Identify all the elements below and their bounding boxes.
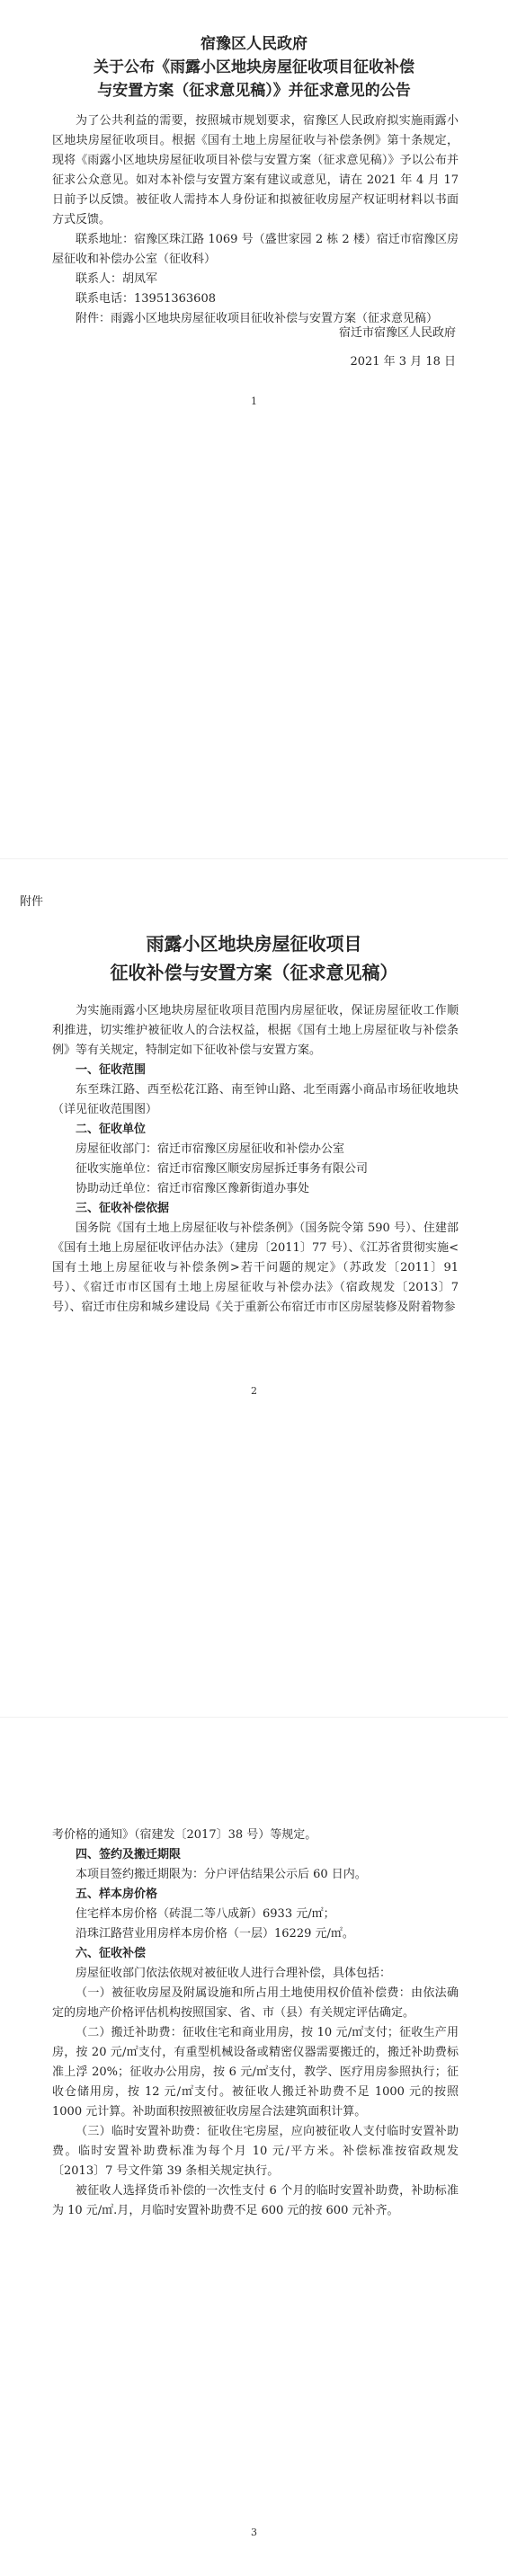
section-heading: 四、签约及搬迁期限 <box>76 1848 182 1861</box>
section-text: 征收实施单位：宿迁市宿豫区顺安房屋拆迁事务有限公司 <box>76 1162 369 1176</box>
contact-person: 联系人：胡凤军 <box>76 272 158 286</box>
contact-phone: 联系电话：13951363608 <box>76 292 216 306</box>
title-line: 雨露小区地块房屋征收项目 <box>146 933 362 955</box>
issue-date: 2021 年 3 月 18 日 <box>350 355 456 369</box>
section-text: 房屋征收部门依法依规对被征收人进行合理补偿，具体包括： <box>76 1967 392 1980</box>
section-text: 考价格的通知》（宿建发〔2017〕38 号）等规定。 <box>52 1828 317 1842</box>
title-line: 征收补偿与安置方案（征求意见稿） <box>110 962 398 983</box>
section-text: （三）临时安置补助费：征收住宅房屋，应向被征收人支付临时安置补助费。临时安置补助费标准为每个月 10 元/平方米。补偿标准按宿政规发〔2013〕7 号文件第 39 条相关规定执行。 <box>52 2125 459 2178</box>
page-2 <box>0 858 508 1717</box>
signer: 宿迁市宿豫区人民政府 <box>338 326 456 340</box>
section-heading: 二、征收单位 <box>76 1123 147 1136</box>
page-1 <box>0 0 508 858</box>
section-text: 国务院《国有土地上房屋征收与补偿条例》（国务院令第 590 号）、住建部《国有土地上房屋征收评估办法》（建房〔2011〕77 号）、《江苏省贯彻实施<国有土地上房屋征收与补偿条例>若干问题的规定》（苏政发〔2011〕91 号）、《宿迁市市区国有土地上房屋征收与补偿办法》（宿政规发〔2013〕7 号）、宿迁市住房和城乡建设局《关于重新公布宿迁市市区房屋装修及附着物参 <box>52 1221 459 1314</box>
body-paragraph: 为了公共利益的需要，按照城市规划要求，宿豫区人民政府拟实施雨露小区地块房屋征收项目。根据《国有土地上房屋征收与补偿条例》第十条规定，现将《雨露小区地块房屋征收项目补偿与安置方案（征求意见稿）》予以公布并征求公众意见。如对本补偿与安置方案有建议或意见，请在 2021 年 4 月 17 日前予以反馈。被征收人需持本人身份证和拟被征收房屋产权证明材料以书面方式反馈。 <box>52 114 459 227</box>
section-text: 东至珠江路、西至松花江路、南至钟山路、北至雨露小商品市场征收地块（详见征收范围图） <box>52 1083 459 1116</box>
attachment-line: 附件：雨露小区地块房屋征收项目征收补偿与安置方案（征求意见稿） <box>76 312 439 325</box>
signature-block <box>339 324 456 372</box>
section-text: 本项目签约搬迁期限为：分户评估结果公示后 60 日内。 <box>76 1868 367 1881</box>
announcement-title <box>0 32 508 102</box>
section-text: 沿珠江路营业用房样本房价格（一层）16229 元/㎡。 <box>76 1927 354 1941</box>
page-number: 1 <box>251 395 257 407</box>
section-text: 协助动迁单位：宿迁市宿豫区豫新街道办事处 <box>76 1182 310 1195</box>
title-line: 关于公布《雨露小区地块房屋征收项目征收补偿 <box>94 58 414 76</box>
section-heading: 六、征收补偿 <box>76 1947 147 1960</box>
section-heading: 五、样本房价格 <box>76 1888 158 1901</box>
section-heading: 一、征收范围 <box>76 1063 147 1077</box>
page-number: 3 <box>251 2527 257 2538</box>
section-text: （二）搬迁补助费：征收住宅和商业用房，按 10 元/㎡支付；征收生产用房，按 20 元/㎡支付，有重型机械设备或精密仪器需要搬迁的，搬迁补助费标准上浮 20%；征收办公用房，按 6 元/㎡支付，教学、医疗用房参照执行；征收仓储用房，按 12 元/㎡支付。被征收人搬迁补助费不足 1000 元的按照 1000 元计算。补助面积按照被征收房屋合法建筑面积计算。 <box>52 2026 459 2119</box>
plan-body-continued <box>52 1825 459 2221</box>
page-number: 2 <box>251 1385 257 1397</box>
section-text: 住宅样本房价格（砖混二等八成新）6933 元/㎡； <box>76 1907 335 1921</box>
plan-title <box>0 929 508 987</box>
page-3 <box>0 1717 508 2575</box>
intro-paragraph: 为实施雨露小区地块房屋征收项目范围内房屋征收，保证房屋征收工作顺利推进，切实维护被征收人的合法权益，根据《国有土地上房屋征收与补偿条例》等有关规定，特制定如下征收补偿与安置方案。 <box>52 1004 459 1057</box>
section-text: 被征收人选择货币补偿的一次性支付 6 个月的临时安置补助费，补助标准为 10 元/㎡.月，月临时安置补助费不足 600 元的按 600 元补齐。 <box>52 2184 459 2217</box>
section-text: （一）被征收房屋及附属设施和所占用土地使用权价值补偿费：由依法确定的房地产价格评估机构按照国家、省、市（县）有关规定评估确定。 <box>52 1986 459 2020</box>
section-text: 房屋征收部门：宿迁市宿豫区房屋征收和补偿办公室 <box>76 1142 345 1156</box>
attachment-label: 附件 <box>20 895 44 909</box>
announcement-body <box>52 111 459 329</box>
section-heading: 三、征收补偿依据 <box>76 1202 170 1215</box>
plan-body <box>52 1001 459 1318</box>
contact-address: 联系地址：宿豫区珠江路 1069 号（盛世家园 2 栋 2 楼）宿迁市宿豫区房屋征收和补偿办公室（征收科） <box>52 233 459 266</box>
title-line: 宿豫区人民政府 <box>201 35 307 53</box>
title-line: 与安置方案（征求意见稿）》并征求意见的公告 <box>97 82 411 100</box>
